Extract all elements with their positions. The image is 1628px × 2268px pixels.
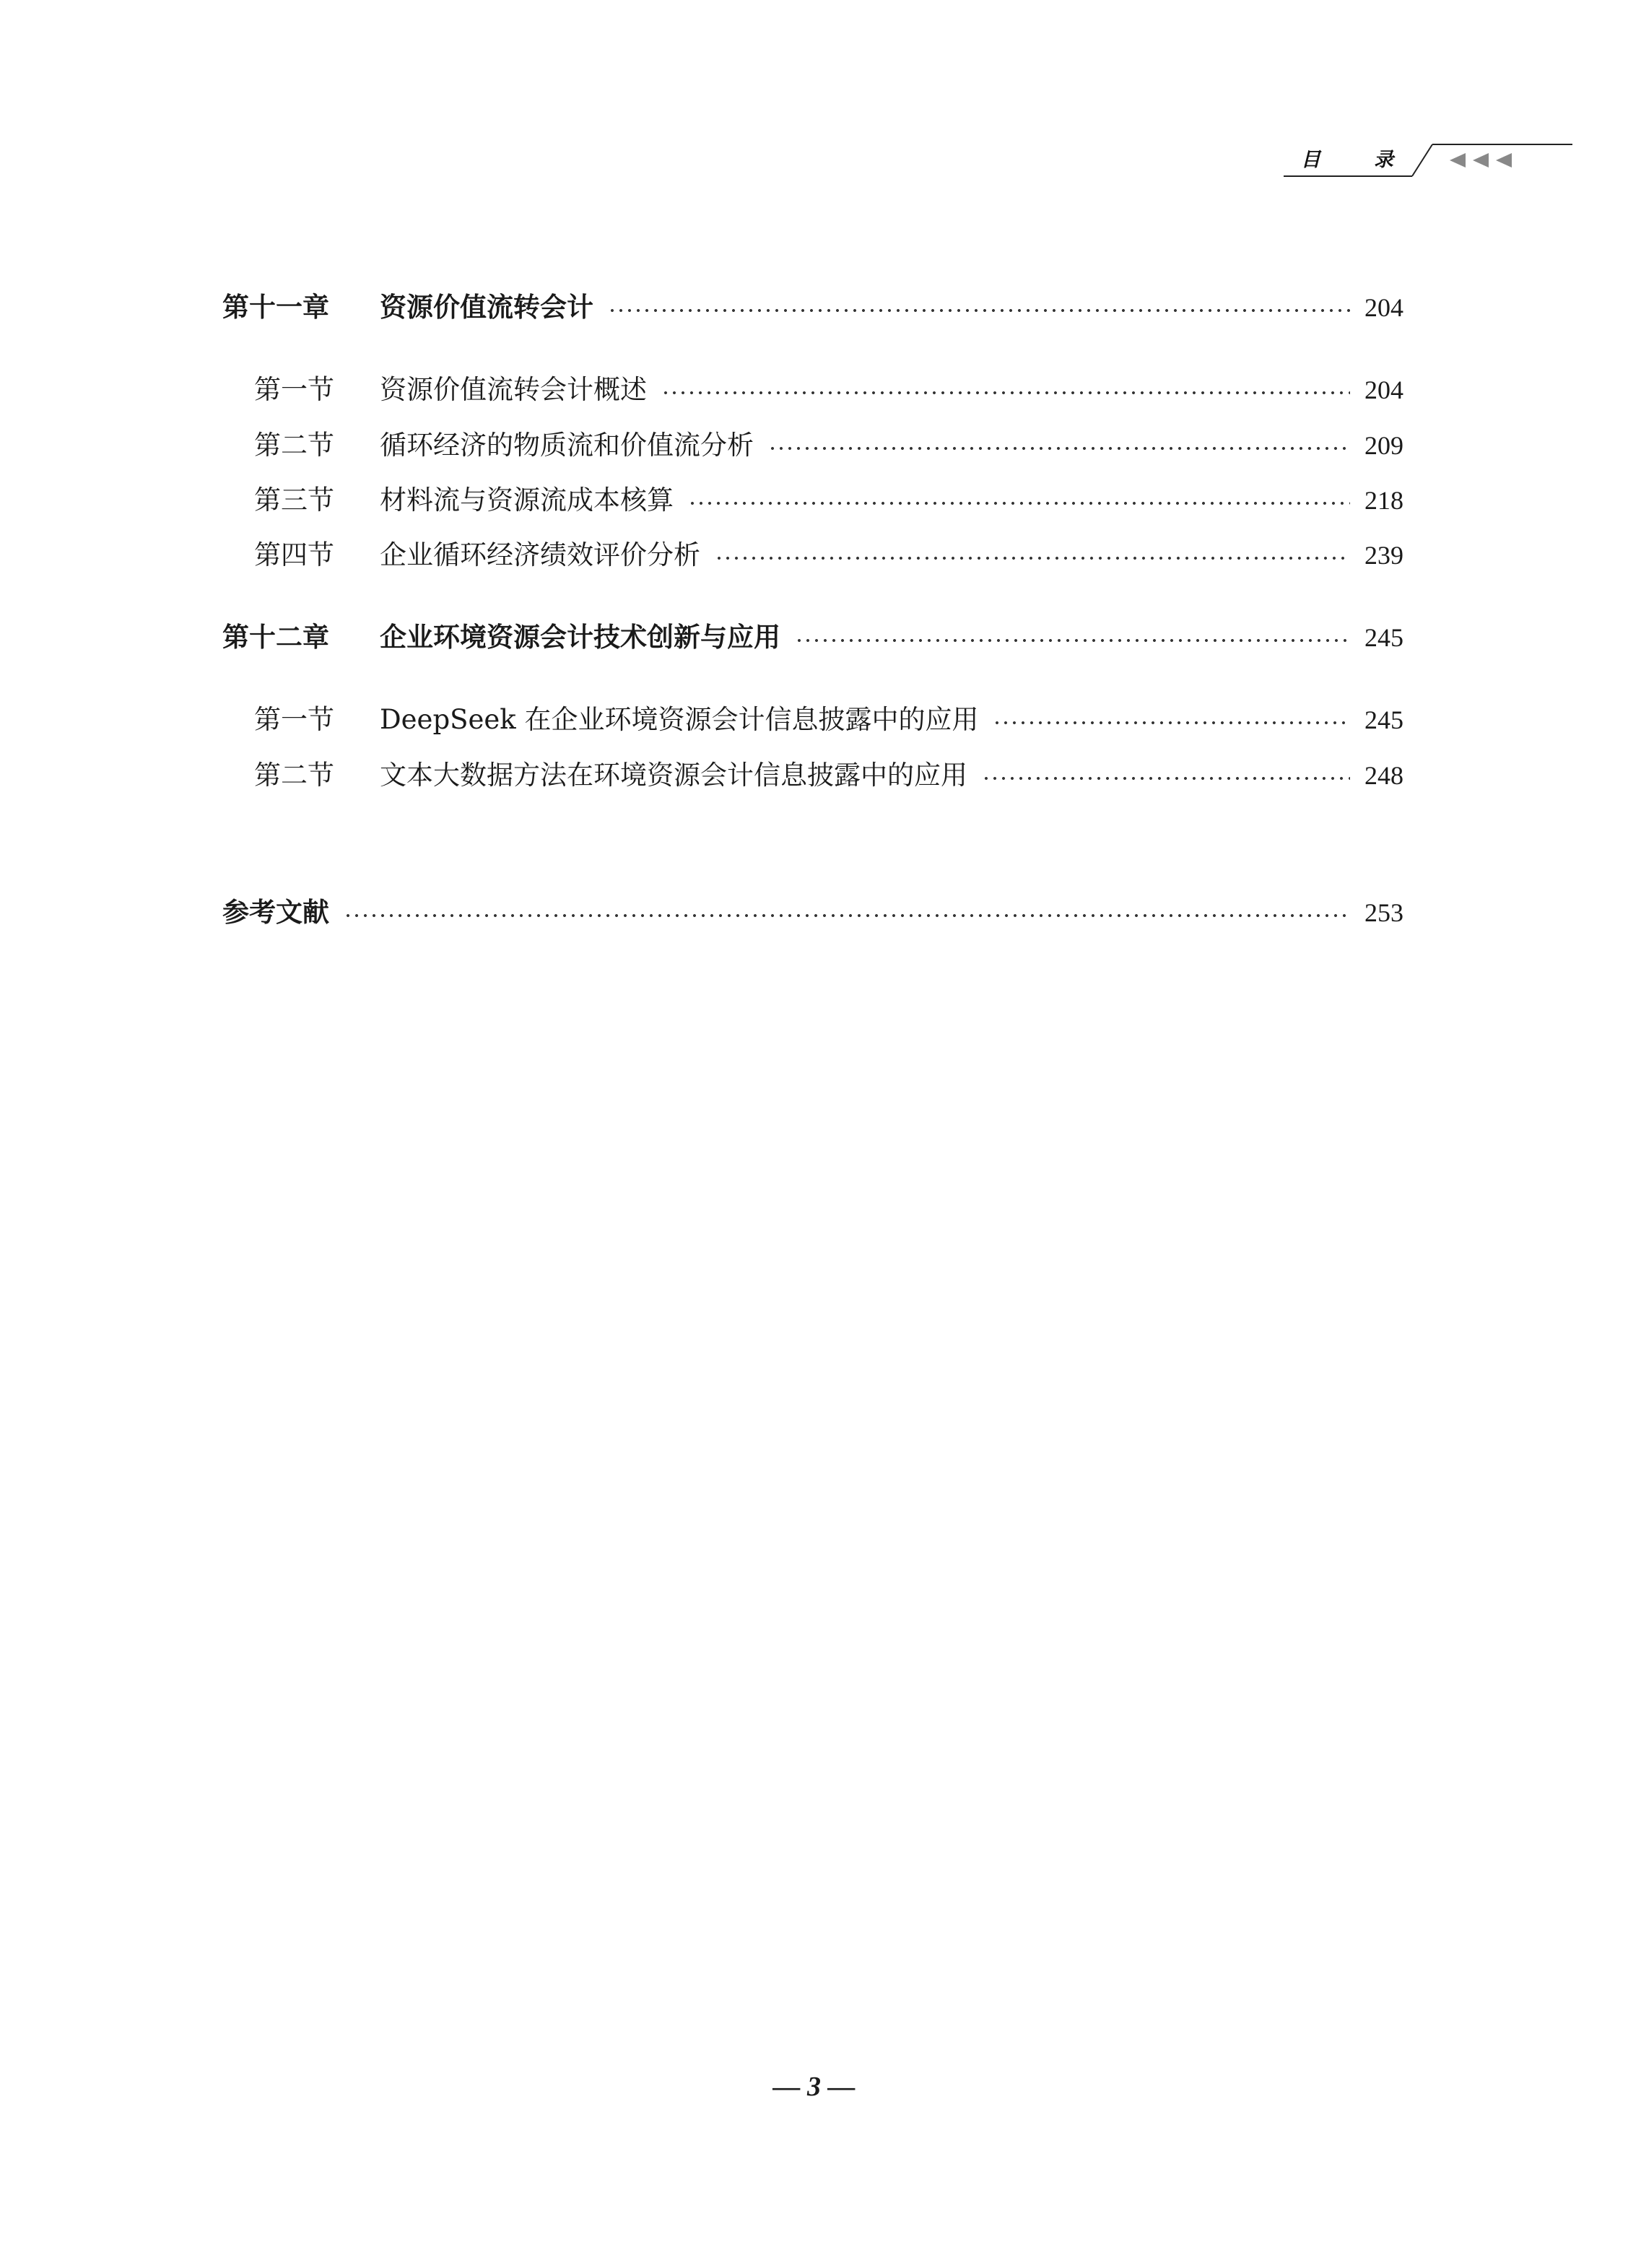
page-number: 204 xyxy=(1364,293,1403,322)
toc-chapter-11[interactable] xyxy=(222,286,1403,329)
toc-section-11-1[interactable] xyxy=(254,368,1403,412)
leader-dots xyxy=(993,721,1350,725)
leader-dots xyxy=(715,556,1350,560)
section-title: 材料流与资源流成本核算 xyxy=(380,485,674,516)
section-title: 循环经济的物质流和价值流分析 xyxy=(380,430,754,461)
leader-dots xyxy=(768,446,1350,451)
page-number: 248 xyxy=(1364,761,1403,790)
leader-dots xyxy=(608,308,1350,313)
page-number: 218 xyxy=(1364,486,1403,515)
toc-section-12-1[interactable] xyxy=(254,698,1403,742)
section-number: 第一节 xyxy=(254,704,334,735)
toc-section-12-2[interactable] xyxy=(254,754,1403,797)
leader-dots xyxy=(661,391,1350,395)
chapter-title: 企业环境资源会计技术创新与应用 xyxy=(380,622,780,653)
section-title: 文本大数据方法在环境资源会计信息披露中的应用 xyxy=(380,760,967,791)
section-title: 企业循环经济绩效评价分析 xyxy=(380,539,700,570)
section-title: DeepSeek 在企业环境资源会计信息披露中的应用 xyxy=(380,704,979,735)
section-number: 第二节 xyxy=(254,430,334,461)
leader-dots xyxy=(688,501,1350,505)
toc-section-11-2[interactable] xyxy=(254,424,1403,467)
section-number: 第三节 xyxy=(254,485,334,516)
page-number: 245 xyxy=(1364,623,1403,652)
page-number: 253 xyxy=(1364,898,1403,927)
chapter-number: 第十二章 xyxy=(222,622,329,653)
toc-chapter-12[interactable] xyxy=(222,616,1403,659)
section-number: 第四节 xyxy=(254,539,334,570)
chapter-title: 资源价值流转会计 xyxy=(380,292,593,323)
page-number: 209 xyxy=(1364,431,1403,460)
page-number: 239 xyxy=(1364,541,1403,570)
toc-section-11-4[interactable] xyxy=(254,534,1403,577)
page-number: 245 xyxy=(1364,705,1403,734)
references-title: 参考文献 xyxy=(222,897,329,928)
page-folio: — 3 — xyxy=(772,2072,856,2102)
leader-dots xyxy=(795,638,1350,643)
leader-dots xyxy=(344,913,1350,918)
page-number: 204 xyxy=(1364,375,1403,404)
chapter-number: 第十一章 xyxy=(222,292,329,323)
section-title: 资源价值流转会计概述 xyxy=(380,374,647,405)
toc-references[interactable] xyxy=(222,891,1403,934)
section-number: 第二节 xyxy=(254,760,334,791)
toc-section-11-3[interactable] xyxy=(254,479,1403,522)
header-label-left: 目 xyxy=(1301,149,1320,171)
section-number: 第一节 xyxy=(254,374,334,405)
header-label-right: 录 xyxy=(1374,149,1393,171)
leader-dots xyxy=(982,776,1350,781)
